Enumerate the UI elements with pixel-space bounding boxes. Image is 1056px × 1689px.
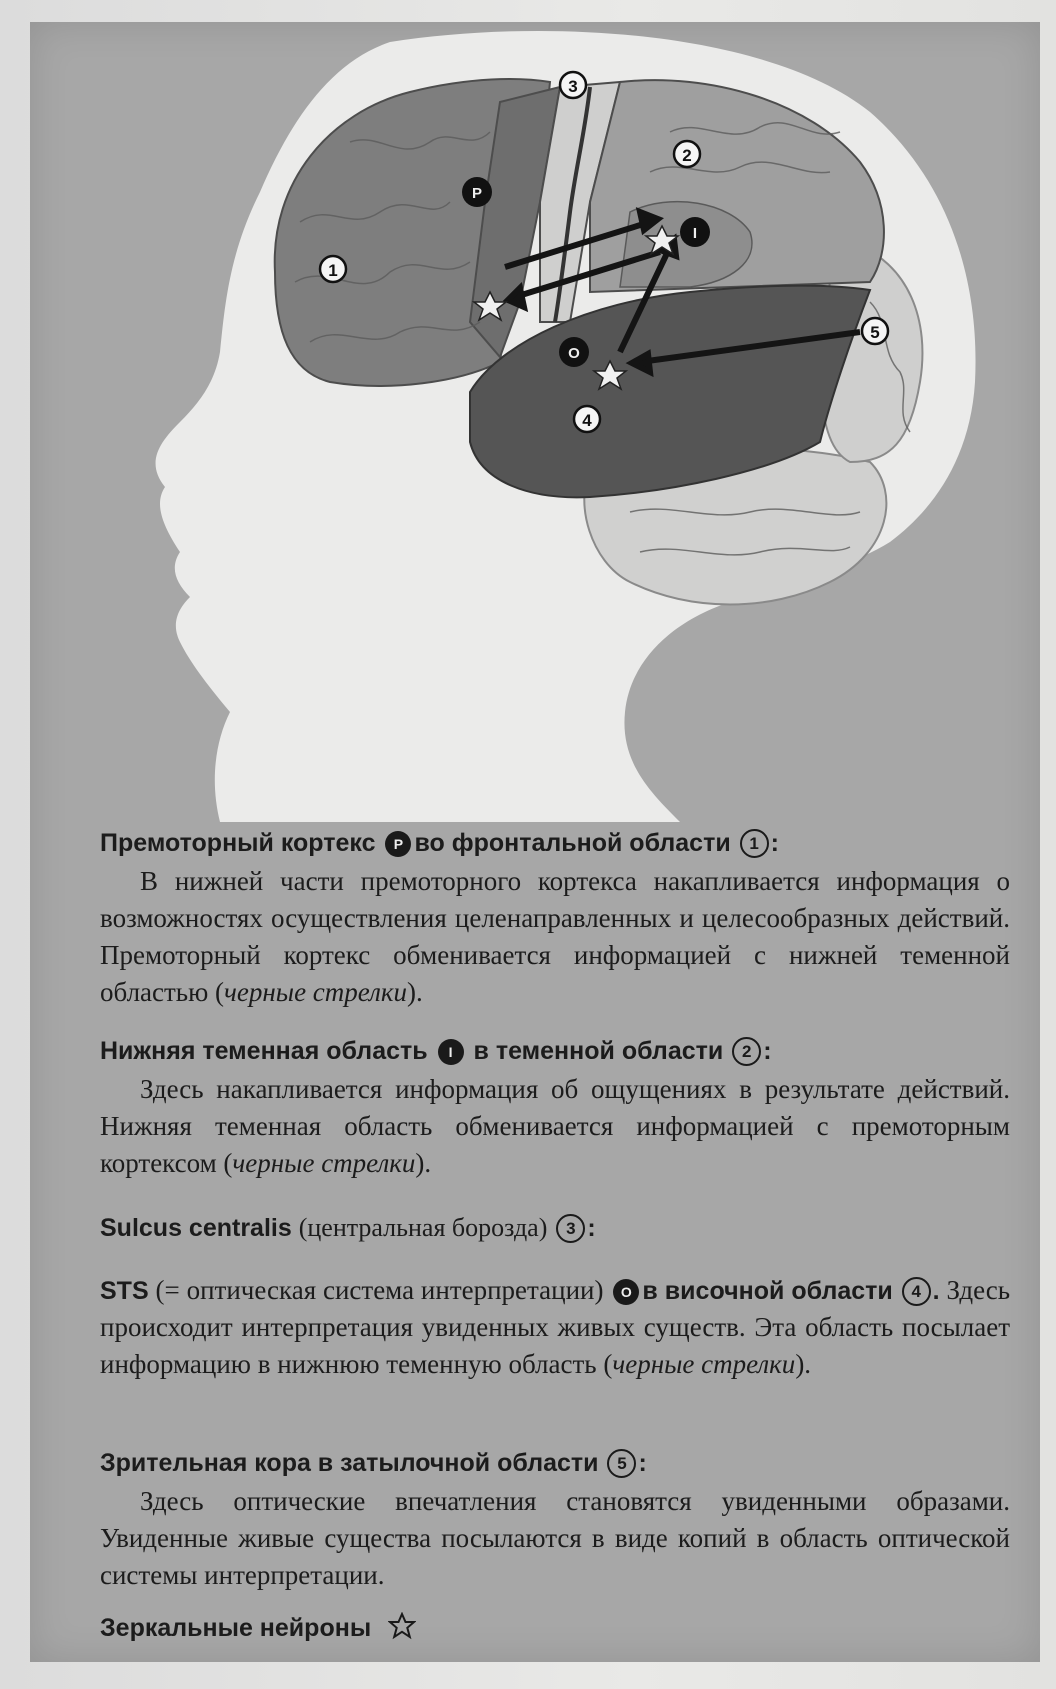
section-mirror xyxy=(100,1612,1010,1648)
num-2-icon: 2 xyxy=(732,1037,761,1066)
section-sulcus xyxy=(100,1212,1010,1248)
heading-parietal: Нижняя теменная область I в теменной области 2 : xyxy=(100,1037,772,1065)
marker-p: P xyxy=(471,185,483,202)
marker-i: I xyxy=(692,225,698,242)
section-visual xyxy=(100,1447,1010,1594)
marker-o: O xyxy=(568,345,580,362)
badge-p-icon: P xyxy=(385,831,411,857)
text-sts: STS (= оптическая система интерпретации) O в височной области 4 . Здесь происходит интерпретация увиденных живых существ. Эта область посылает информацию в нижнюю теменную область (черные стрелки). xyxy=(100,1275,1011,1379)
marker-4: 4 xyxy=(582,411,592,430)
text-visual: Здесь оптические впечатления становятся увиденными образами. Увиденные живые существа посылаются в виде копий в область оптической системы интерпретации. xyxy=(100,1486,1010,1590)
marker-2: 2 xyxy=(682,146,692,165)
section-premotor xyxy=(100,827,1010,1011)
section-parietal xyxy=(100,1035,1010,1182)
heading-mirror: Зеркальные нейроны xyxy=(100,1612,1010,1644)
heading-visual: Зрительная кора в затылочной области 5 : xyxy=(100,1449,647,1477)
marker-3: 3 xyxy=(568,77,578,96)
num-1-icon: 1 xyxy=(740,829,769,858)
marker-1: 1 xyxy=(328,261,338,280)
heading-sulcus: Sulcus centralis (центральная борозда) 3 : xyxy=(100,1213,596,1242)
marker-5: 5 xyxy=(870,323,880,342)
brain-illustration xyxy=(30,22,1040,822)
badge-i-icon: I xyxy=(438,1039,464,1065)
num-4-icon: 4 xyxy=(902,1277,931,1306)
text-parietal: Здесь накапливается информация об ощущениях в результате действий. Нижняя теменная область обменивается информацией с премоторным кортексом (черные стрелки). xyxy=(100,1074,1010,1178)
badge-o-icon: O xyxy=(613,1279,639,1305)
section-sts xyxy=(100,1272,1010,1383)
star-outline-icon xyxy=(388,1612,416,1640)
num-3-icon: 3 xyxy=(556,1214,585,1243)
text-premotor: В нижней части премоторного кортекса накапливается информация о возможностях осуществления целенаправленных и целесообразных действий. Премоторный кортекс обменивается информацией с нижней теменной областью (черные стрелки). xyxy=(100,866,1010,1007)
num-5-icon: 5 xyxy=(607,1449,636,1478)
gray-panel xyxy=(30,22,1040,1662)
heading-premotor: Премоторный кортекс P во фронтальной области 1 : xyxy=(100,829,779,857)
